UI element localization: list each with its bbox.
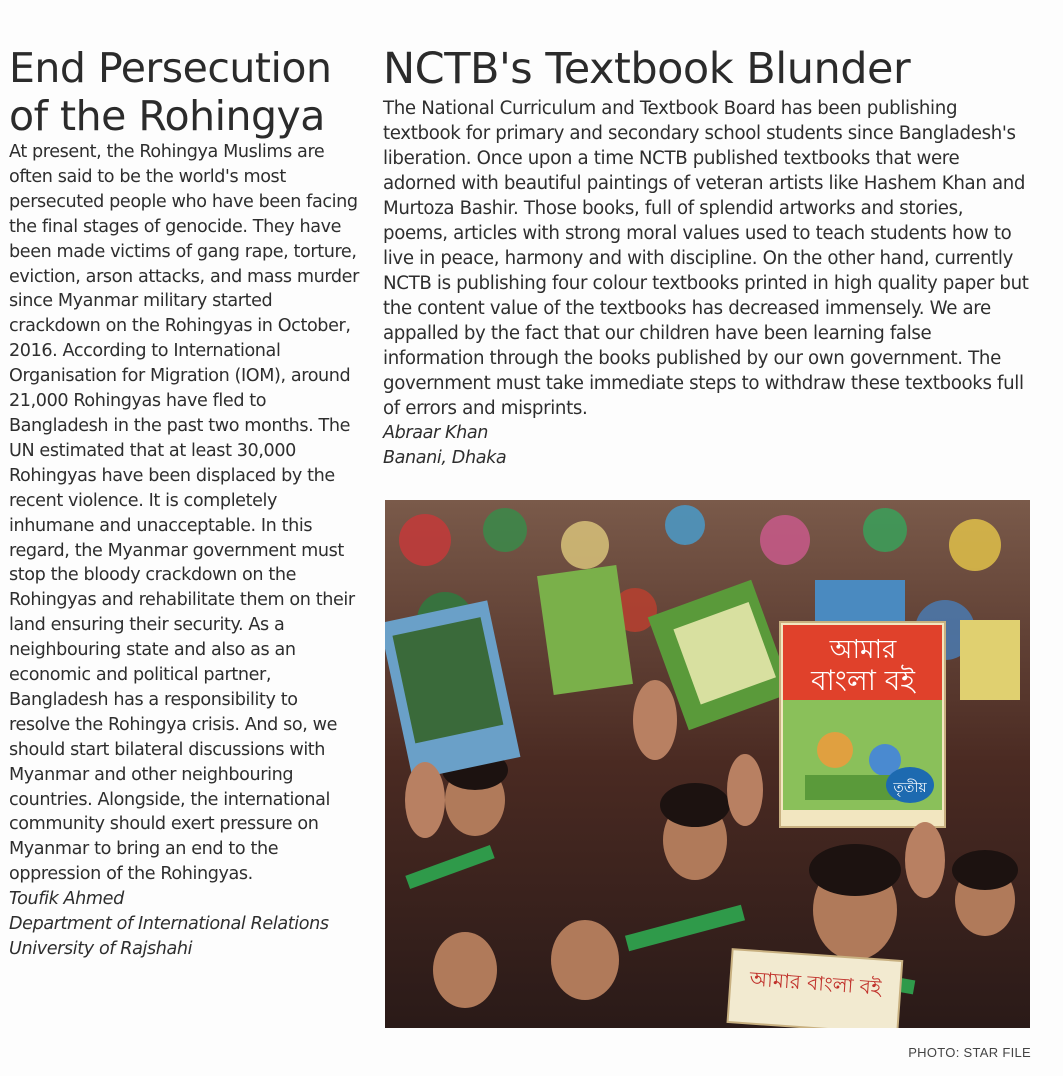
- right-location: Banani, Dhaka: [383, 448, 507, 468]
- right-article-body: The National Curriculum and Textbook Board has been publishing textbook for primary and secondary school students since Bangladesh's liberation. Once upon a time NCTB published textbooks that were adorned with beautiful paintings of veteran artists like Hashem Khan and Murtoza Bashir. Those books, full of splendid artworks and stories, poems, articles with strong moral values used to teach students how to live in peace, harmony and with discipline. On the other hand, currently NCTB is publishing four colour textbooks printed in high quality paper but the content value of the textbooks has decreased immensely. We are appalled by the fact that our children have been learning false information through the books published by our own government. The government must take immediate steps to withdraw these textbooks full of errors and misprints.: [383, 98, 1029, 419]
- crowd-with-textbooks-image: [385, 500, 1030, 1028]
- right-author: Abraar Khan: [383, 423, 489, 443]
- photo-credit: PHOTO: STAR FILE: [908, 1045, 1031, 1060]
- book-title-line1: আমার: [829, 635, 897, 665]
- book-title-line2: বাংলা বই: [811, 664, 915, 697]
- left-headline-line2: of the Rohingya: [9, 92, 325, 140]
- left-affiliation-line1: Department of International Relations: [9, 914, 329, 935]
- right-headline: NCTB's Textbook Blunder: [383, 44, 911, 94]
- news-photo: [385, 500, 1030, 1028]
- left-headline-line1: End Persecution: [9, 44, 332, 92]
- bottom-book-title: আমার বাংলা বই: [748, 966, 883, 1000]
- right-article: [383, 42, 1033, 471]
- left-affiliation-line2: University of Rajshahi: [9, 939, 193, 960]
- book-grade: তৃতীয়: [893, 780, 927, 796]
- left-headline: [9, 44, 359, 140]
- left-article: [9, 44, 359, 962]
- left-author: Toufik Ahmed: [9, 889, 124, 910]
- left-article-body: At present, the Rohingya Muslims are often said to be the world's most persecuted people who have been facing the final stages of genocide. They have been made victims of gang rape, torture, eviction, arson attacks, and mass murder since Myanmar military started crackdown on the Rohingyas in October, 2016. According to International Organisation for Migration (IOM), around 21,000 Rohingyas have fled to Bangladesh in the past two months. The UN estimated that at least 30,000 Rohingyas have been displaced by the recent violence. It is completely inhumane and unacceptable. In this regard, the Myanmar government must stop the bloody crackdown on the Rohingyas and rehabilitate them on their land ensuring their security. As a neighbouring state and also as an economic and political partner, Bangladesh has a responsibility to resolve the Rohingya crisis. And so, we should start bilateral discussions with Myanmar and other neighbouring countries. Alongside, the international community should exert pressure on Myanmar to bring an end to the oppression of the Rohingyas.: [9, 142, 359, 885]
